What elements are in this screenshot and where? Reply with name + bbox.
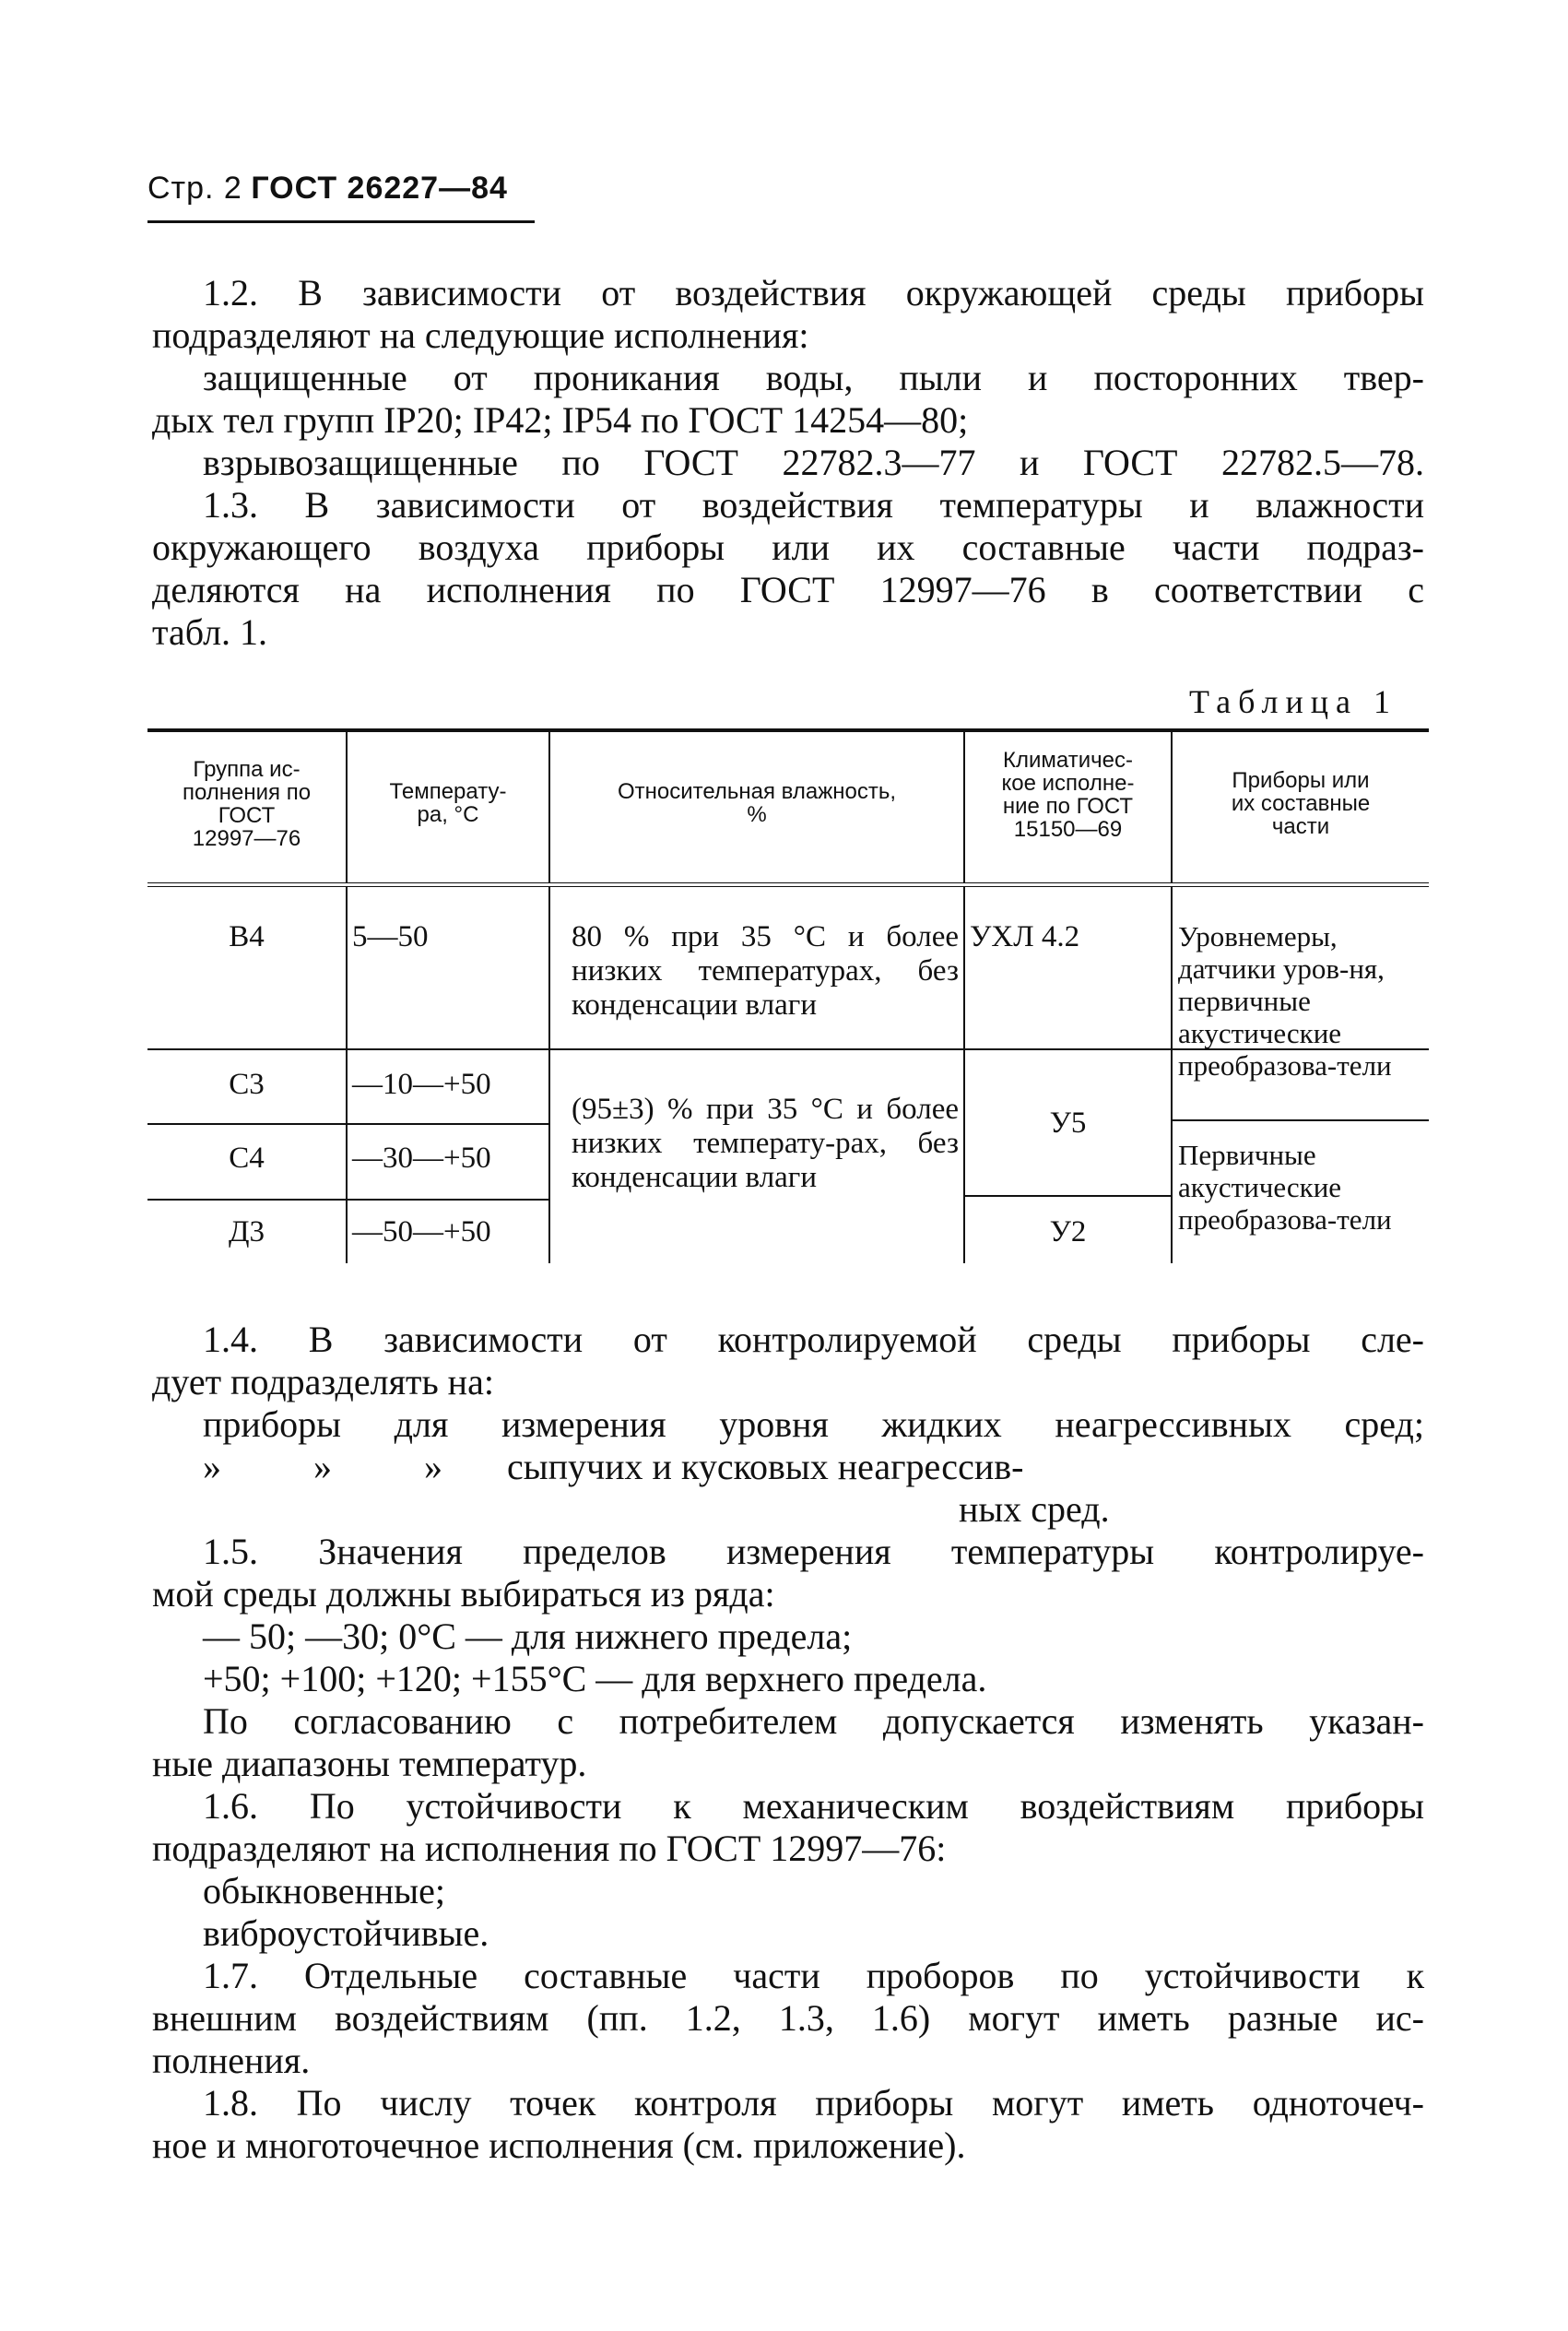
paragraph-1-5-line: — 50; —30; 0°С — для нижнего предела; [203,1615,853,1657]
paragraph-1-7-line: внешним воздействиям (пп. 1.2, 1.3, 1.6) могут иметь разные ис- [152,1997,1424,2039]
paragraph-1-4-line: » » » сыпучих и кусковых неагрессив- [203,1446,1024,1487]
header-group: Группа ис- полнения по ГОСТ 12997—76 [182,757,312,851]
table-caption: Таблица 1 [1189,683,1397,720]
paragraph-1-7-line: полнения. [152,2040,311,2081]
cell-devices: Первичные акустические преобразова-тели [1178,1139,1392,1236]
paragraph-1-3-line: 1.3. В зависимости от воздействия температуры и влажности [203,484,1424,526]
header-humidity: Относительная влажность, % [617,779,897,827]
paragraph-1-8-line: ное и многоточечное исполнения (см. приложение). [152,2124,966,2166]
table-vline [548,887,550,1263]
paragraph-1-6-line: 1.6. По устойчивости к механическим воздействиям приборы [203,1785,1424,1827]
paragraph-1-4-line: 1.4. В зависимости от контролируемой среды приборы сле- [203,1319,1424,1360]
paragraph-1-5-line: мой среды должны выбираться из ряда: [152,1573,775,1615]
paragraph-1-7-line: 1.7. Отдельные составные части проборов по устойчивости к [203,1955,1424,1996]
paragraph-1-3-line: табл. 1. [152,611,268,653]
table-vline [346,887,348,1263]
cell-temperature: —30—+50 [352,1142,491,1175]
row-divider [1173,1119,1429,1121]
cell-climate: У2 [1049,1215,1087,1248]
header-temperature: Температу- ра, °С [389,779,507,827]
paragraph-1-4-line: приборы для измерения уровня жидких неагрессивных сред; [203,1403,1424,1445]
paragraph-1-2-line: взрывозащищенные по ГОСТ 22782.3—77 и ГОСТ 22782.5—78. [203,442,1424,483]
cell-temperature: 5—50 [352,920,429,953]
paragraph-1-6-line: обыкновенные; [203,1870,446,1911]
row-divider [550,1048,963,1050]
paragraph-1-6-line: виброустойчивые. [203,1912,489,1954]
header-climate: Климатичес- кое исполне- ние по ГОСТ 15150—69 [1001,748,1135,842]
cell-group: С3 [229,1068,265,1101]
row-divider [147,1199,548,1201]
row-divider [965,1048,1171,1050]
cell-climate: УХЛ 4.2 [970,920,1080,953]
paragraph-1-5-line: ные диапазоны температур. [152,1743,587,1784]
page-header [147,171,508,207]
cell-group: С4 [229,1142,265,1175]
row-divider [965,1195,1171,1197]
page-number-label: Стр. 2 [147,171,242,206]
paragraph-1-2-line: 1.2. В зависимости от воздействия окружающей среды приборы [203,272,1424,314]
paragraph-1-3-line: деляются на исполнения по ГОСТ 12997—76 в соответствии с [152,569,1424,610]
cell-group: В4 [229,920,265,953]
paragraph-1-5-line: +50; +100; +120; +155°С — для верхнего предела. [203,1658,987,1699]
paragraph-1-6-line: подразделяют на исполнения по ГОСТ 12997—76: [152,1828,947,1869]
cell-climate: У5 [1049,1106,1087,1140]
paragraph-1-5-line: По согласованию с потребителем допускается изменять указан- [203,1700,1424,1742]
standard-number: ГОСТ 26227—84 [251,171,508,206]
paragraph-1-4-line: дует подразделять на: [152,1361,494,1402]
cell-temperature: —50—+50 [352,1215,491,1248]
cell-group: Д3 [228,1215,265,1248]
table-header-rule [147,882,1429,887]
row-divider [147,1123,548,1125]
table-vline [963,887,965,1263]
cell-humidity: 80 % при 35 °С и более низких температурах, без конденсации влаги [572,920,959,1022]
header-rule [147,220,535,223]
table-vline [1171,887,1173,1263]
paragraph-1-8-line: 1.8. По числу точек контроля приборы могут иметь одноточеч- [203,2082,1424,2124]
row-divider [147,1048,548,1050]
paragraph-1-2-line: защищенные от проникания воды, пыли и посторонних твер- [203,357,1424,398]
table-top-rule [147,728,1429,732]
paragraph-1-5-line: 1.5. Значения пределов измерения температуры контролируе- [203,1531,1424,1572]
cell-humidity: (95±3) % при 35 °С и более низких температу-рах, без конденсации влаги [572,1093,959,1194]
paragraph-1-2-line: подразделяют на следующие исполнения: [152,314,809,356]
cell-devices: Уровнемеры, датчики уров-ня, первичные акустические преобразова-тели [1178,920,1392,1082]
paragraph-1-4-line: ных сред. [959,1488,1110,1530]
header-devices: Приборы или их составные части [1231,768,1371,839]
paragraph-1-3-line: окружающего воздуха приборы или их составные части подраз- [152,527,1424,568]
paragraph-1-2-line: дых тел групп IP20; IP42; IP54 по ГОСТ 14254—80; [152,399,969,441]
cell-temperature: —10—+50 [352,1068,491,1101]
